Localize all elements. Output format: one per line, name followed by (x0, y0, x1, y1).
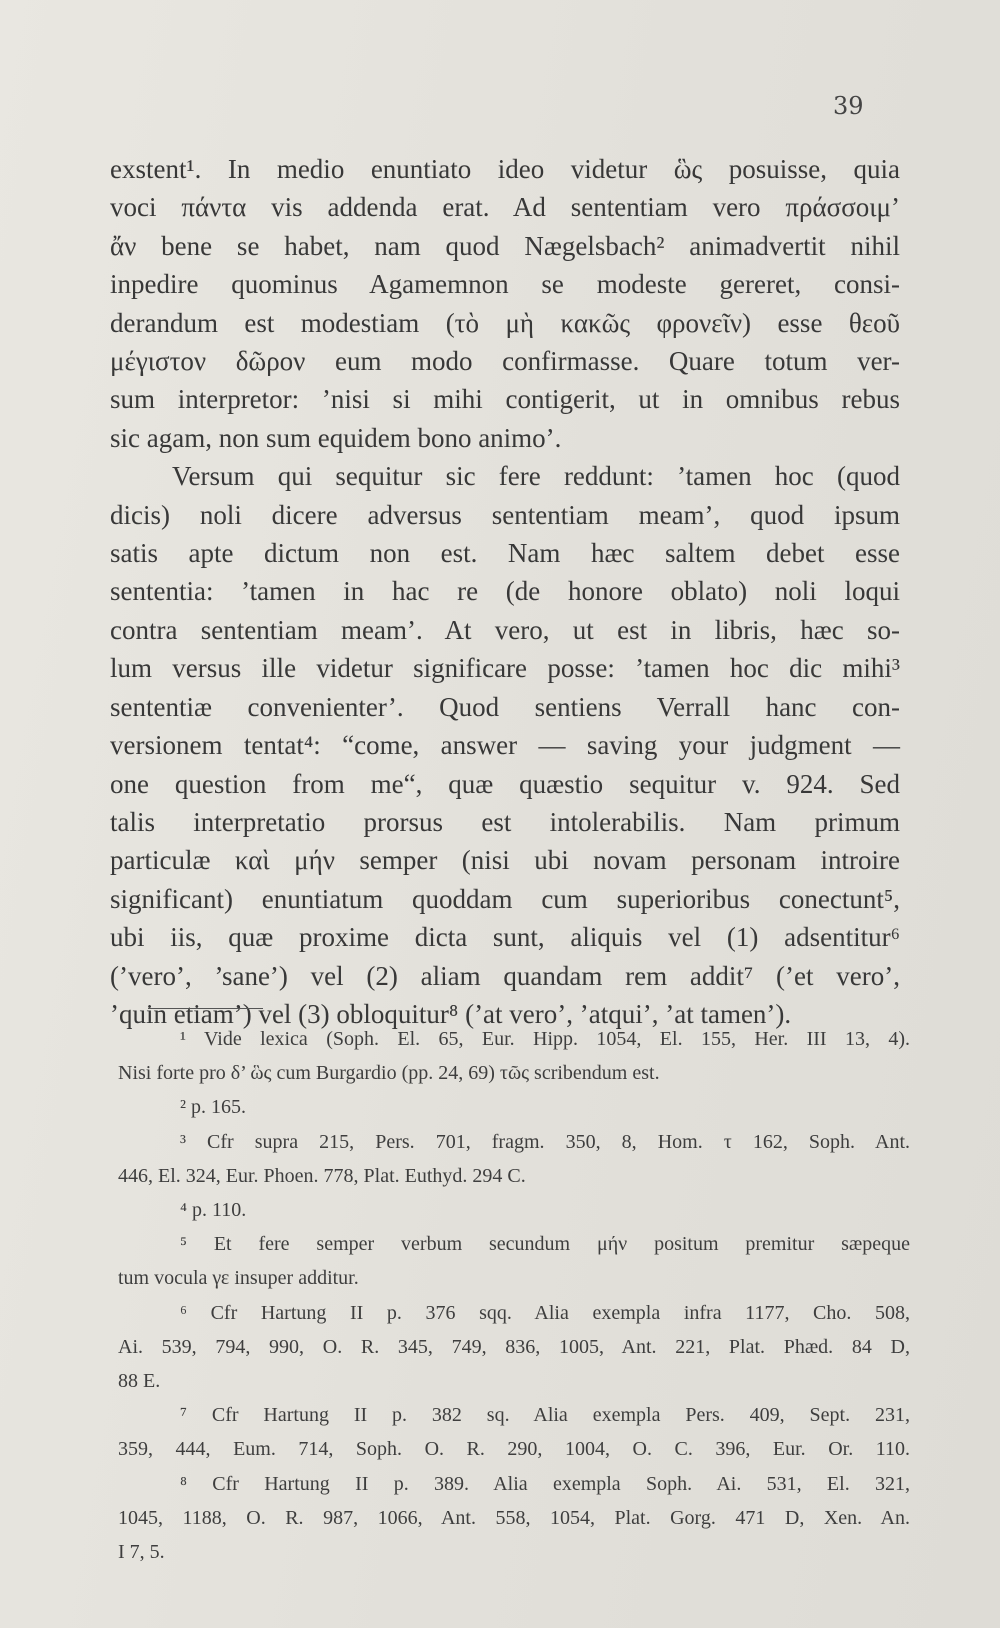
footnote-line: ⁵ Et fere semper verbum secundum μήν positum premitur sæpeque (180, 1233, 910, 1256)
footnote-line: ⁴ p. 110. (180, 1199, 247, 1222)
body-line: Versum qui sequitur sic fere reddunt: ’tamen hoc (quod (172, 461, 900, 492)
body-line: sententiæ convenienter’. Quod sentiens Verrall hanc con- (110, 691, 900, 722)
body-line: ’quin etiam’) vel (3) obloquitur⁸ (’at vero’, ’atqui’, ’at tamen’). (110, 998, 792, 1029)
footnote-line: ² p. 165. (180, 1096, 246, 1119)
page-number: 39 (833, 92, 864, 120)
body-line: dicis) noli dicere adversus sententiam meam’, quod ipsum (110, 499, 900, 530)
footnote-line: Ai. 539, 794, 990, O. R. 345, 749, 836, 1005, Ant. 221, Plat. Phæd. 84 D, (118, 1335, 910, 1358)
body-line: sic agam, non sum equidem bono animo’. (110, 422, 562, 453)
footnote-line: I 7, 5. (118, 1541, 165, 1564)
body-line: talis interpretatio prorsus est intolerabilis. Nam primum (110, 806, 900, 837)
body-line: sum interpretor: ’nisi si mihi contigerit, ut in omnibus rebus (110, 384, 900, 415)
body-line: exstent¹. In medio enuntiato ideo videtur ὣς posuisse, quia (110, 154, 900, 184)
body-line: particulæ καὶ μήν semper (nisi ubi novam personam introire (110, 845, 900, 876)
body-line: contra sententiam meam’. At vero, ut est in libris, hæc so- (110, 614, 900, 645)
body-line: μέγιστον δῶρον eum modo confirmasse. Quare totum ver- (110, 346, 900, 377)
footnote-divider (148, 1008, 263, 1009)
body-line: ἄν bene se habet, nam quod Nægelsbach² animadvertit nihil (110, 230, 900, 261)
footnote-line: ⁶ Cfr Hartung II p. 376 sqq. Alia exempla infra 1177, Cho. 508, (180, 1301, 910, 1324)
main-text (110, 150, 900, 1033)
footnote-line: 1045, 1188, O. R. 987, 1066, Ant. 558, 1054, Plat. Gorg. 471 D, Xen. An. (118, 1506, 910, 1529)
body-line: significant) enuntiatum quoddam cum superioribus conectunt⁵, (110, 883, 900, 914)
footnote-line: 359, 444, Eum. 714, Soph. O. R. 290, 1004, O. C. 396, Eur. Or. 110. (118, 1438, 910, 1461)
body-line: satis apte dictum non est. Nam hæc saltem debet esse (110, 538, 900, 569)
footnote-line: ³ Cfr supra 215, Pers. 701, fragm. 350, 8, Hom. τ 162, Soph. Ant. (180, 1130, 910, 1153)
footnote-line: 88 E. (118, 1370, 161, 1393)
footnotes (118, 1022, 910, 1569)
body-line: versionem tentat⁴: “come, answer — saving your judgment — (110, 730, 900, 761)
footnote-line: ⁸ Cfr Hartung II p. 389. Alia exempla Soph. Ai. 531, El. 321, (180, 1472, 910, 1495)
body-line: ubi iis, quæ proxime dicta sunt, aliquis vel (1) adsentitur⁶ (110, 922, 900, 953)
body-line: inpedire quominus Agamemnon se modeste gereret, consi- (110, 269, 900, 300)
footnote-line: 446, El. 324, Eur. Phoen. 778, Plat. Euthyd. 294 C. (118, 1164, 526, 1187)
body-line: lum versus ille videtur significare posse: ’tamen hoc dic mihi³ (110, 653, 900, 684)
footnote-line: tum vocula γε insuper additur. (118, 1267, 359, 1290)
body-line: derandum est modestiam (τὸ μὴ κακῶς φρονεῖν) esse θεοῦ (110, 307, 900, 338)
footnote-line: ⁷ Cfr Hartung II p. 382 sq. Alia exempla Pers. 409, Sept. 231, (180, 1404, 910, 1427)
body-line: sententia: ’tamen in hac re (de honore oblato) noli loqui (110, 576, 900, 607)
body-line: voci πάντα vis addenda erat. Ad sententiam vero πράσσοιμ’ (110, 192, 900, 223)
footnote-line: ¹ Vide lexica (Soph. El. 65, Eur. Hipp. 1054, El. 155, Her. III 13, 4). (180, 1028, 910, 1050)
footnote-line: Nisi forte pro δ’ ὣς cum Burgardio (pp. 24, 69) τῶς scribendum est. (118, 1062, 660, 1085)
body-line: one question from me“, quæ quæstio sequitur v. 924. Sed (110, 768, 900, 799)
body-line: (’vero’, ’sane’) vel (2) aliam quandam rem addit⁷ (’et vero’, (110, 960, 900, 991)
